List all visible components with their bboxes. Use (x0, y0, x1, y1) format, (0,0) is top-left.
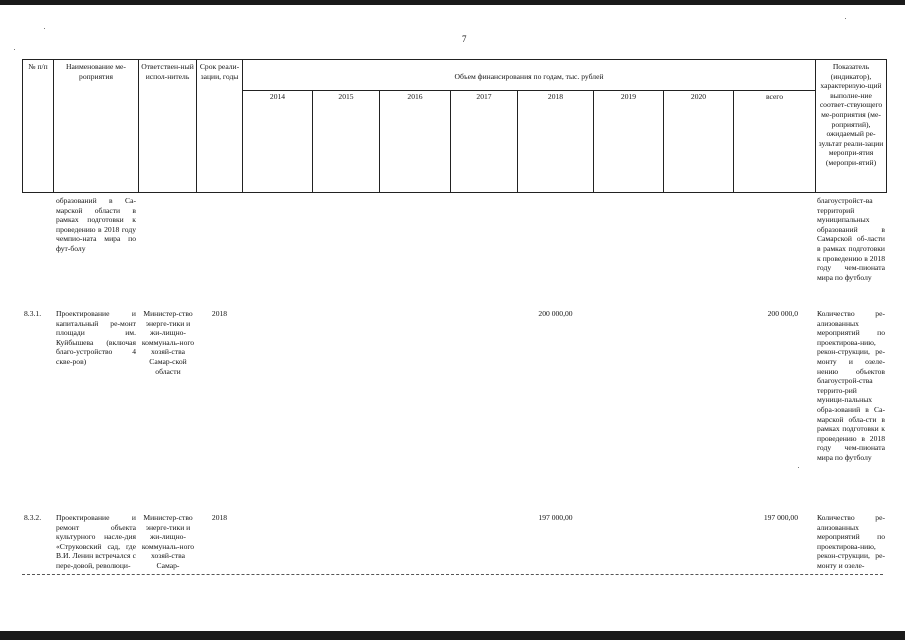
row-8-3-1-2018: 200 000,00 (538, 309, 573, 318)
header-year-2015: 2015 (338, 92, 354, 101)
header-col-name: Наименование ме-роприятия (66, 62, 126, 81)
grid-line (733, 90, 734, 193)
grid-line (196, 59, 197, 193)
grid-line (138, 59, 139, 193)
row-8-3-1-name: Проектирование и капитальный ре-монт площади им. Куйбышева (включая благо-устройство 4 скве-ров) (56, 309, 136, 366)
row-8-3-1-term: 2018 (211, 309, 228, 318)
row-8-3-2-total: 197 000,00 (763, 513, 798, 522)
header-year-2016: 2016 (407, 92, 423, 101)
header-col-term: Срок реали-зации, годы (199, 62, 240, 81)
grid-line (22, 59, 23, 193)
grid-line (450, 90, 451, 193)
grid-line (815, 59, 816, 193)
row-8-3-1-responsible: Министер-ство энерге-тики и жи-лищно-коммуналь-ного хозяй-ства Самар-ской области (141, 309, 195, 376)
header-total: всего (765, 92, 784, 101)
row-8-3-2-indicator: Количество ре-ализованных мероприятий по проектирова-нию, рекон-струкции, ре-монту и озеле- (817, 513, 885, 570)
grid-line (517, 90, 518, 193)
page-number: 7 (462, 34, 467, 44)
row-continued-name: образований в Са-марской области в рамках подготовки к проведению в 2018 году чемпио-ната мира по фут-болу (56, 196, 136, 253)
grid-line (593, 90, 594, 193)
header-year-2014: 2014 (269, 92, 286, 101)
scan-speck (14, 49, 15, 50)
scan-speck (44, 28, 45, 29)
row-8-3-1-indicator: Количество ре-ализованных мероприятий по проектирова-нию, рекон-струкции, ре-монту и озеле-нению объектов благоустрой-ства террито-рий муници-пальных обра-зований в Са-марской обла-сти в рамках подготовки к проведению в 2018 году чем-пионата мира по футболу (817, 309, 885, 462)
row-8-3-2-responsible: Министер-ство энерге-тики и жи-лищно-коммуналь-ного хозяй-ства Самар- (141, 513, 195, 570)
header-col-num: № п/п (28, 62, 48, 71)
years-row-border (242, 90, 815, 91)
header-col-indicator: Показатель (индикатор), характеризую-щий выполне-ние соответ-ствующего ме-роприятия (ме-роприятий), ожидаемый ре-зультат реали-зации меропри-ятия (меропри-ятий) (818, 62, 884, 167)
row-8-3-2-num: 8.3.2. (24, 513, 42, 522)
bottom-scan-border (0, 631, 905, 640)
header-col-responsible: Ответствен-ный испол-нитель (141, 62, 194, 81)
row-8-3-1-num: 8.3.1. (24, 309, 42, 318)
header-year-2017: 2017 (476, 92, 492, 101)
grid-line (886, 59, 887, 193)
scan-speck (845, 18, 846, 19)
header-year-2019: 2019 (620, 92, 637, 101)
header-bottom-border (22, 192, 886, 193)
row-continued-indicator: благоустройст-ва территорий муниципальных образований в Самарской об-ласти в рамках подготовки к проведению в 2018 году чем-пионата мира по футболу (817, 196, 885, 282)
header-year-2020: 2020 (690, 92, 707, 101)
grid-line (663, 90, 664, 193)
top-scan-border (0, 0, 905, 5)
row-8-3-2-2018: 197 000,00 (538, 513, 573, 522)
grid-line (379, 90, 380, 193)
row-8-3-1-total: 200 000,0 (767, 309, 798, 318)
row-8-3-2-name: Проектирование и ремонт объекта культурного насле-дия «Струковский сад, где В.И. Ленин встречался с пере-довой, революци- (56, 513, 136, 570)
header-top-border (22, 59, 886, 60)
row-8-3-2-term: 2018 (211, 513, 228, 522)
header-year-2018: 2018 (547, 92, 564, 101)
grid-line (53, 59, 54, 193)
header-col-finance: Объем финансирования по годам, тыс. рублей (454, 72, 604, 81)
grid-line (312, 90, 313, 193)
scan-speck (798, 467, 799, 468)
page-cut-line (22, 574, 883, 575)
